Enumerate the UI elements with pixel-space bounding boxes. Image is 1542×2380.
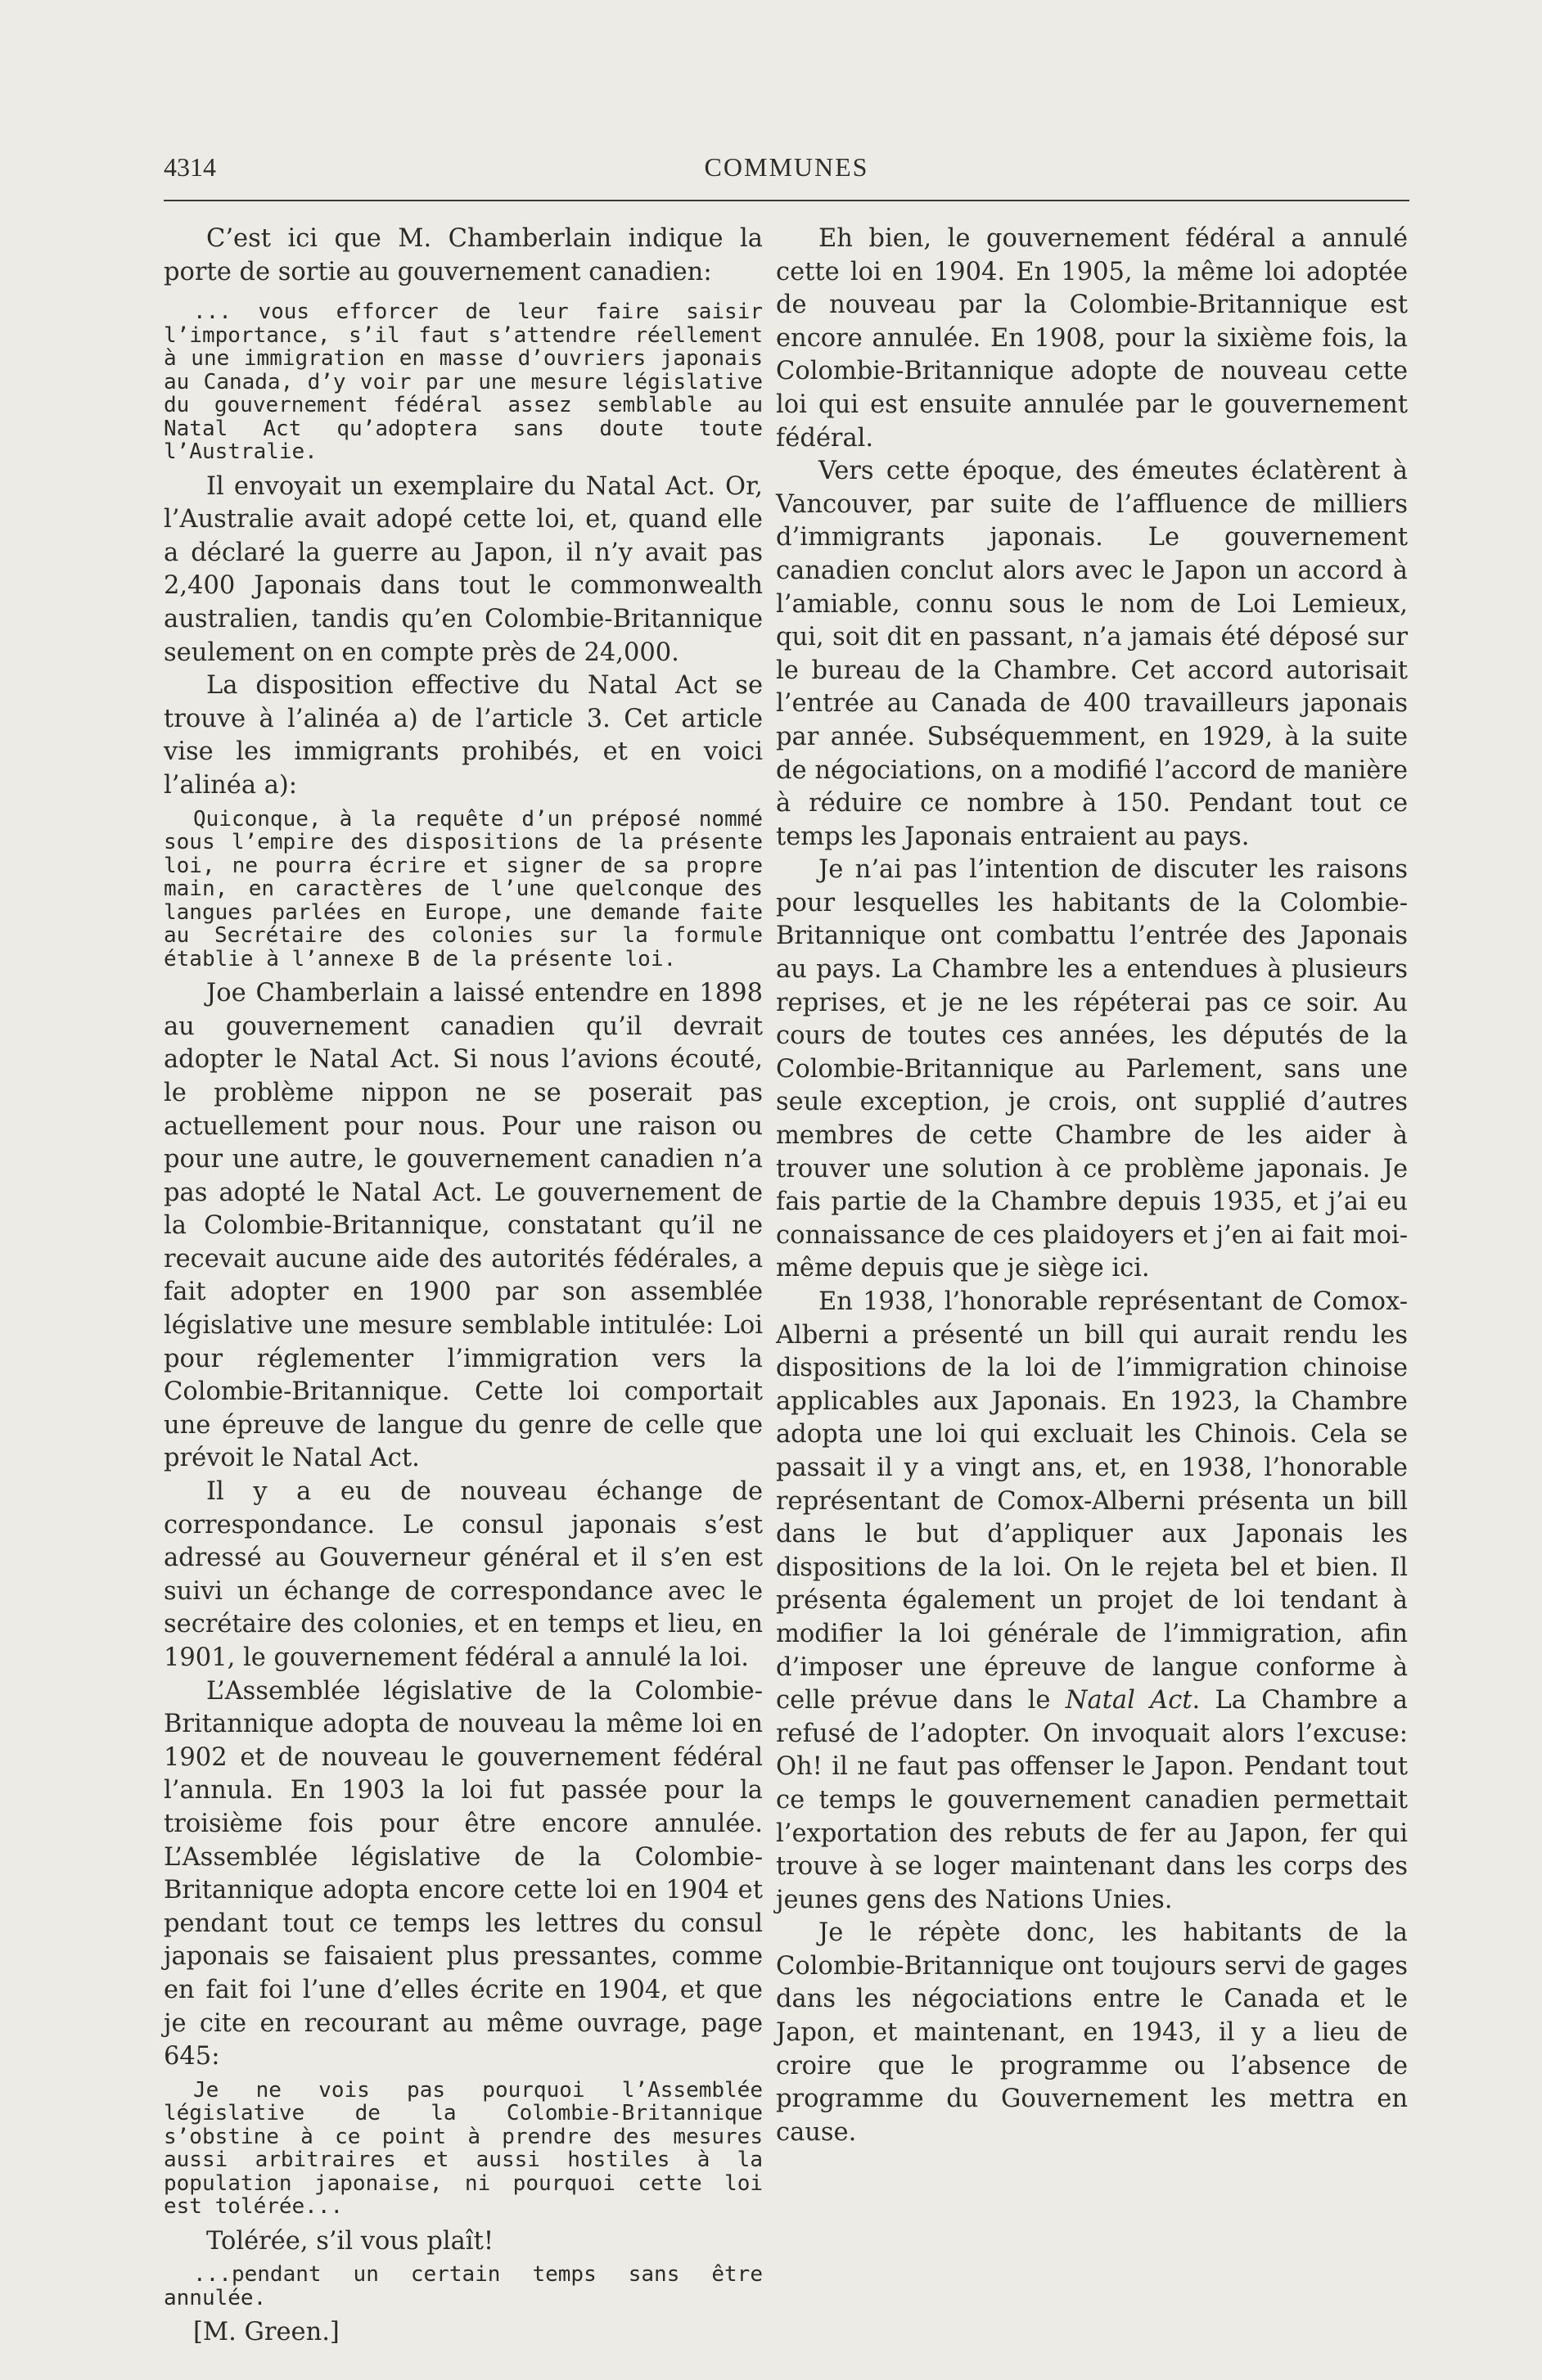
right-column [776,223,1408,2149]
page-number: 4314 [164,152,216,182]
paragraph: Joe Chamberlain a laissé entendre en 1898 au gouvernement canadien qu’il devrait adopter le Natal Act. Si nous l’avions écouté, le problème nippon ne se poserait pas actuellement pour nous. Pour une raison ou pour une autre, le gouvernement canadien n’a pas adopté le Natal Act. Le gouvernement de la Colombie-Britannique, constatant qu’il ne recevait aucune aide des autorités fédérales, a fait adopter en 1900 par son assemblée législative une mesure semblable intitulée: Loi pour réglementer l’immigration vers la Colombie-Britannique. Cette loi comportait une épreuve de langue du genre de celle que prévoit le Natal Act. [164,979,763,1473]
paragraph: L’Assemblée législative de la Colombie-Britannique adopta de nouveau la même loi en 1902 et de nouveau le gouvernement fédéral l’annula. En 1903 la loi fut passée pour la troisième fois pour être encore annulée. L’Assemblée législative de la Colombie-Britannique adopta encore cette loi en 1904 et pendant tout ce temps les lettres du consul japonais se faisaient plus pressantes, comme en fait foi l’une d’elles écrite en 1904, et que je cite en recourant au même ouvrage, page 645: [164,1676,763,2071]
paragraph: Il y a eu de nouveau échange de correspondance. Le consul japonais s’est adressé au Gouverneur général et il s’en est suivi un échange de correspondance avec le secrétaire des colonies, et en temps et lieu, en 1901, le gouvernement fédéral a annulé la loi. [164,1477,763,1672]
quotation: Quiconque, à la requête d’un préposé nommé sous l’empire des dispositions de la présente loi, ne pourra écrire et signer de sa propre main, en caractères de l’une quelconque des langues parlées en Europe, une demande faite au Secrétaire des colonies sur la formule établie à l’annexe B de la présente loi. [164,806,763,971]
running-title: COMMUNES [704,152,869,182]
quotation: ... vous efforcer de leur faire saisir l’importance, s’il faut s’attendre réellement à une immigration en masse d’ouvriers japonais au Canada, d’y voir par une mesure législative du gouvernement fédéral assez semblable au Natal Act qu’adoptera sans doute toute l’Australie. [164,300,763,465]
left-column [164,223,763,2350]
paragraph [776,1286,1408,1917]
quotation: ...pendant un certain temps sans être annulée. [164,2262,763,2310]
quotation: Je ne vois pas pourquoi l’Assemblée législative de la Colombie-Britannique s’obstine à ce point à prendre des mesures aussi arbitraires et aussi hostiles à la population japonaise, ni pourquoi cette loi est tolérée... [164,2077,763,2220]
header-rule [164,200,1409,201]
paragraph: La disposition effective du Natal Act se trouve à l’alinéa a) de l’article 3. Cet article vise les immigrants prohibés, et en voici l’alinéa a): [164,671,763,800]
paragraph: Je le répète donc, les habitants de la Colombie-Britannique ont toujours servi de gages dans les négociations entre le Canada et le Japon, et maintenant, en 1943, il y a lieu de croire que le programme ou l’absence de programme du Gouvernement les mettra en cause. [776,1918,1408,2147]
paragraph: Je n’ai pas l’intention de discuter les raisons pour lesquelles les habitants de la Colombie-Britannique ont combattu l’entrée des Japonais au pays. La Chambre les a entendues à plusieurs reprises, et je ne les répéterai pas ce soir. Au cours de toutes ces années, les députés de la Colombie-Britannique au Parlement, sans une seule exception, je crois, ont supplié d’autres membres de cette Chambre de les aider à trouver une solution à ce problème japonais. Je fais partie de la Chambre depuis 1935, et j’ai eu connaissance de ces plaidoyers et j’en ai fait moi-même depuis que je siège ici. [776,855,1408,1283]
paragraph: Il envoyait un exemplaire du Natal Act. Or, l’Australie avait adopé cette loi, et, quand elle a déclaré la guerre au Japon, il n’y avait pas 2,400 Japonais dans tout le commonwealth australien, tandis qu’en Colombie-Britannique seulement on en compte près de 24,000. [164,471,763,667]
paragraph: Tolérée, s’il vous plaît! [206,2226,494,2256]
page-header [164,152,1409,193]
paragraph-text: . La Chambre a refusé de l’adopter. On invoquait alors l’excuse: Oh! il ne faut pas offenser le Japon. Pendant tout ce temps le gouvernement canadien permettait l’exportation des rebuts de fer au Japon, fer qui trouve à se loger maintenant dans les corps des jeunes gens des Nations Unies. [776,1686,1408,1914]
paragraph: Vers cette époque, des émeutes éclatèrent à Vancouver, par suite de l’affluence de milliers d’immigrants japonais. Le gouvernement canadien conclut alors avec le Japon un accord à l’amiable, connu sous le nom de Loi Lemieux, qui, soit dit en passant, n’a jamais été déposé sur le bureau de la Chambre. Cet accord autorisait l’entrée au Canada de 400 travailleurs japonais par année. Subséquemment, en 1929, à la suite de négociations, on a modifié l’accord de manière à réduire ce nombre à 150. Pendant tout ce temps les Japonais entraient au pays. [776,457,1408,851]
paragraph-text: En 1938, l’honorable représentant de Comox-Alberni a présenté un bill qui aurait rendu les dispositions de la loi de l’immigration chinoise applicables aux Japonais. En 1923, la Chambre adopta une loi qui excluait les Chinois. Cela se passait il y a vingt ans, et, en 1938, l’honorable représentant de Comox-Alberni présenta un bill dans le but d’appliquer aux Japonais les dispositions de la loi. On le rejeta bel et bien. Il présenta également un projet de loi tendant à modifier la loi générale de l’immigration, afin d’imposer une épreuve de langue conforme à celle prévue dans le [776,1287,1408,1715]
paragraph: C’est ici que M. Chamberlain indique la porte de sortie au gouvernement canadien: [164,224,763,286]
speaker-tag: [M. Green.] [193,2318,340,2347]
paragraph: Eh bien, le gouvernement fédéral a annulé cette loi en 1904. En 1905, la même loi adoptée de nouveau par la Colombie-Britannique est encore annulée. En 1908, pour la sixième fois, la Colombie-Britannique adopte de nouveau cette loi qui est ensuite annulée par le gouvernement fédéral. [776,224,1408,453]
italic-act-name: Natal Act [1065,1686,1193,1715]
